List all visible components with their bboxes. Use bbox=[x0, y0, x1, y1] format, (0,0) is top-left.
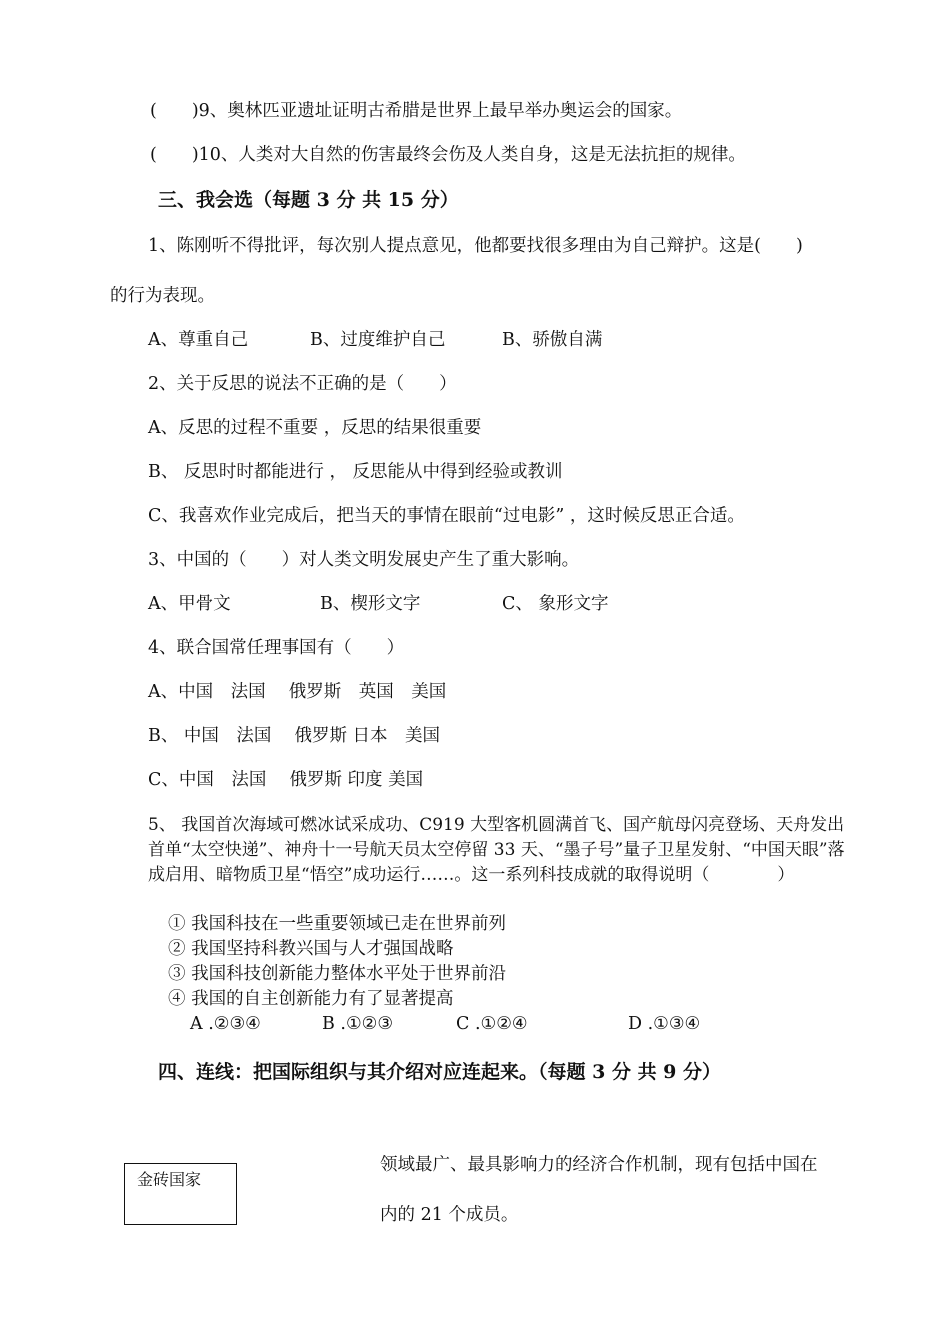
q3-option-b: B、楔形文字 bbox=[320, 594, 421, 614]
q2-option-b: B、 反思时时都能进行 ， 反思能从中得到经验或教训 bbox=[148, 462, 563, 482]
section3-title: 三、我会选（每题 3 分 共 15 分） bbox=[158, 189, 459, 211]
description-line1: 领域最广、最具影响力的经济合作机制，现有包括中国在 bbox=[380, 1155, 818, 1175]
q4-option-a: A、中国 法国 俄罗斯 英国 美国 bbox=[148, 682, 447, 702]
q5-option-b: B .①②③ bbox=[322, 1014, 394, 1034]
q4-stem: 4、联合国常任理事国有（ ） bbox=[148, 638, 405, 658]
q1-stem-line1: 1、陈刚听不得批评，每次别人提点意见，他都要找很多理由为自己辩护。这是( ) bbox=[148, 236, 803, 256]
q5-statement-1: ① 我国科技在一些重要领域已走在世界前列 bbox=[168, 914, 507, 934]
q5-option-c: C .①②④ bbox=[456, 1014, 528, 1034]
q4-option-c: C、中国 法国 俄罗斯 印度 美国 bbox=[148, 770, 424, 790]
organization-box-label: 金砖国家 bbox=[137, 1170, 202, 1189]
organization-box bbox=[124, 1163, 237, 1225]
q5-stem: 5、 我国首次海域可燃冰试采成功、C919 大型客机圆满首飞、国产航母闪亮登场、天舟发出首单“太空快递”、神舟十一号航天员太空停留 33 天、“墨子号”量子卫星发射、“中国天眼”落成启用、暗物质卫星“悟空”成功运行……。这一系列科技成就的取得说明（ ） bbox=[148, 815, 845, 885]
q5-statement-3: ③ 我国科技创新能力整体水平处于世界前沿 bbox=[168, 964, 507, 984]
q1-option-c: B、骄傲自满 bbox=[502, 330, 603, 350]
q2-option-c: C、我喜欢作业完成后，把当天的事情在眼前“过电影” ，这时候反思正合适。 bbox=[148, 506, 745, 526]
q1-option-b: B、过度维护自己 bbox=[310, 330, 446, 350]
q5-option-d: D .①③④ bbox=[628, 1014, 701, 1034]
q5-statement-2: ② 我国坚持科教兴国与人才强国战略 bbox=[168, 939, 454, 959]
q1-stem-line2: 的行为表现。 bbox=[110, 286, 215, 306]
q1-option-a: A、尊重自己 bbox=[148, 330, 249, 350]
q5-statement-4: ④ 我国的自主创新能力有了显著提高 bbox=[168, 989, 454, 1009]
true-false-item-9: ( )9、奥林匹亚遗址证明古希腊是世界上最早举办奥运会的国家。 bbox=[150, 101, 683, 121]
q2-stem: 2、关于反思的说法不正确的是（ ） bbox=[148, 374, 457, 394]
section4-title: 四、连线：把国际组织与其介绍对应连起来。（每题 3 分 共 9 分） bbox=[158, 1061, 722, 1083]
q4-option-b: B、 中国 法国 俄罗斯 日本 美国 bbox=[148, 726, 441, 746]
description-line2: 内的 21 个成员。 bbox=[380, 1205, 519, 1225]
q3-stem: 3、中国的（ ）对人类文明发展史产生了重大影响。 bbox=[148, 550, 580, 570]
q2-option-a: A、反思的过程不重要 ，反思的结果很重要 bbox=[148, 418, 482, 438]
q3-option-c: C、 象形文字 bbox=[502, 594, 609, 614]
q3-option-a: A、甲骨文 bbox=[148, 594, 231, 614]
q5-option-a: A .②③④ bbox=[190, 1014, 261, 1034]
true-false-item-10: ( )10、人类对大自然的伤害最终会伤及人类自身，这是无法抗拒的规律。 bbox=[150, 145, 746, 165]
